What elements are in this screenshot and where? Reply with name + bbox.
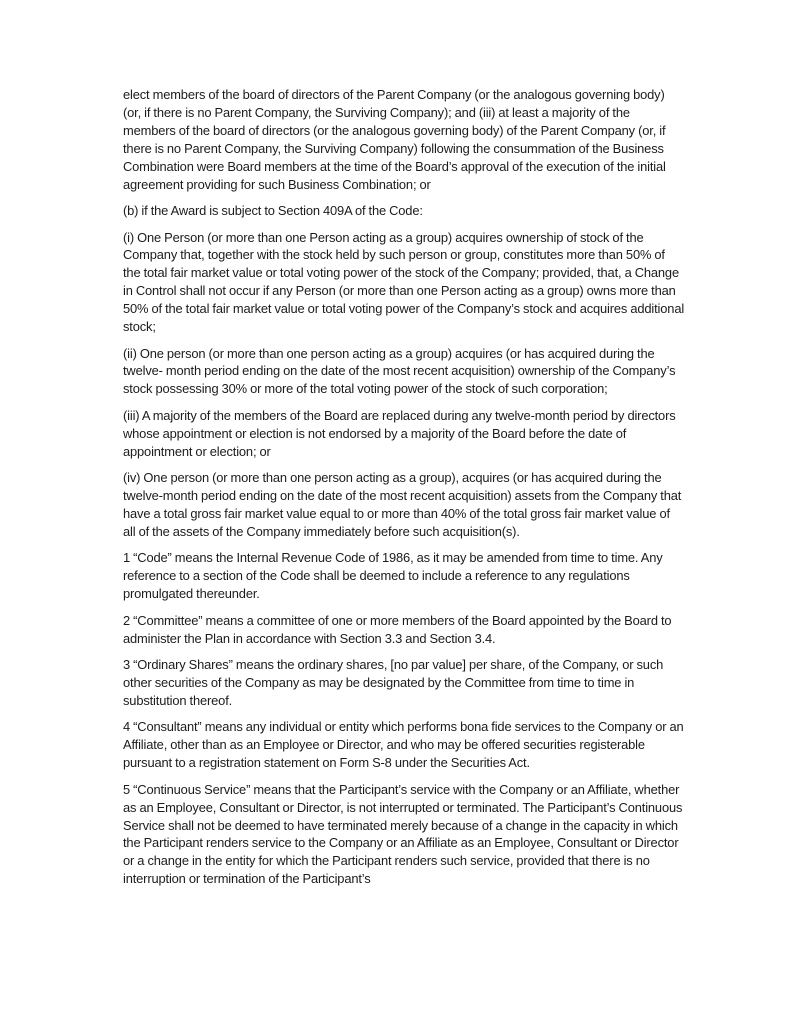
paragraph-clause-iii: (iii) A majority of the members of the Board are replaced during any twelve-month period by directors whose appointment or election is not endorsed by a majority of the Board before the date of appointment or election; or xyxy=(123,407,676,459)
definition-committee: 2 “Committee” means a committee of one or more members of the Board appointed by the Board to administer the Plan in accordance with Section 3.3 and Section 3.4. xyxy=(123,612,672,646)
paragraph-clause-iv: (iv) One person (or more than one person acting as a group), acquires (or has acquired during the twelve-month period ending on the date of the most recent acquisition) assets from the Company that have a total gross fair market value equal to or more than 40% of the total gross fair market value of all of the assets of the Company immediately before such acquisition(s). xyxy=(123,470,682,539)
paragraph-section-409a-heading: (b) if the Award is subject to Section 409A of the Code: xyxy=(123,203,423,219)
paragraph-clause-i: (i) One Person (or more than one Person acting as a group) acquires ownership of stock of the Company that, together with the stock held by such person or group, constitutes more than 50% of the total fair market value or total voting power of the stock of the Company; provided, that, a Change in Control shall not occur if any Person (or more than one Person acting as a group) owns more than 50% of the total fair market value or total voting power of the Company’s stock and acquires additional stock; xyxy=(123,229,685,335)
definition-consultant: 4 “Consultant” means any individual or entity which performs bona fide services to the Company or an Affiliate, other than as an Employee or Director, and who may be offered securities registerable pursuant to a registration statement on Form S-8 under the Securities Act. xyxy=(123,719,684,771)
paragraph-clause-ii: (ii) One person (or more than one person acting as a group) acquires (or has acquired during the twelve- month period ending on the date of the most recent acquisition) ownership of the Company’s stock possessing 30% or more of the total voting power of the stock of such corporation; xyxy=(123,345,676,397)
definition-continuous-service: 5 “Continuous Service” means that the Participant’s service with the Company or an Affiliate, whether as an Employee, Consultant or Director, is not interrupted or terminated. The Participant’s Continuous Service shall not be deemed to have terminated merely because of a change in the capacity in which the Participant renders service to the Company or an Affiliate as an Employee, Consultant or Director or a change in the entity for which the Participant renders such service, provided that there is no interruption or termination of the Participant’s xyxy=(123,781,683,887)
definition-code: 1 “Code” means the Internal Revenue Code of 1986, as it may be amended from time to time. Any reference to a section of the Code shall be deemed to include a reference to any regulations promulgated thereunder. xyxy=(123,550,663,602)
document-page xyxy=(123,86,685,897)
definition-ordinary-shares: 3 “Ordinary Shares” means the ordinary shares, [no par value] per share, of the Company, or such other securities of the Company as may be designated by the Committee from time to time in substitution thereof. xyxy=(123,657,664,708)
paragraph-business-combination-continuation: elect members of the board of directors of the Parent Company (or the analogous governing body) (or, if there is no Parent Company, the Surviving Company); and (iii) at least a majority of the members of the board of directors (or the analogous governing body) of the Parent Company (or, if there is no Parent Company, the Surviving Company) following the consummation of the Business Combination were Board members at the time of the Board’s approval of the execution of the initial agreement providing for such Business Combination; or xyxy=(123,87,666,192)
